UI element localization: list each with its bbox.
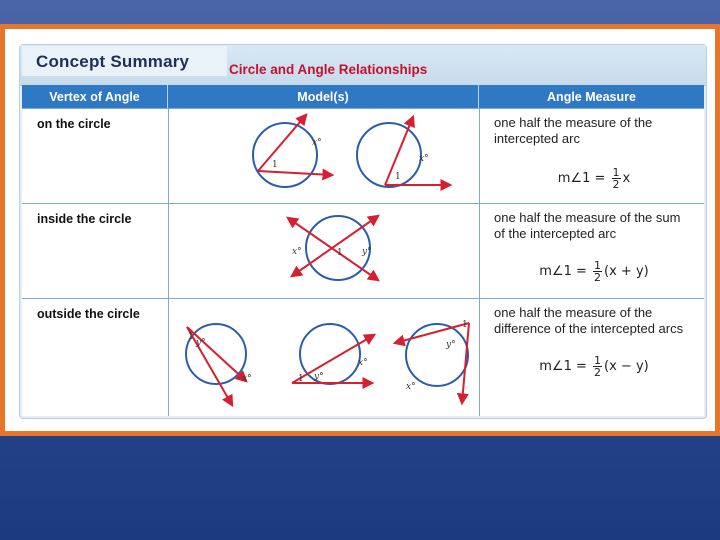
measure-description: one half the measure of the intercepted arc (494, 115, 653, 146)
table-row (22, 298, 704, 416)
angle-label: 1 (462, 320, 468, 330)
concept-tab-slant (196, 46, 226, 76)
formula-rhs: (x + y) (604, 264, 649, 279)
model-diagram-on-circle (22, 109, 704, 204)
fraction-denominator: 2 (594, 271, 602, 284)
table-row (22, 108, 704, 203)
formula-lhs: m∠1 = (557, 171, 606, 186)
secant-ray (187, 327, 246, 381)
column-header-row (22, 85, 704, 108)
column-divider (479, 108, 480, 416)
column-header-models: Model(s) (168, 85, 479, 108)
column-header-measure: Angle Measure (547, 89, 636, 104)
arc-label: x° (242, 374, 252, 384)
fraction-denominator: 2 (612, 178, 620, 191)
column-divider (168, 108, 169, 416)
fraction-numerator: 1 (594, 354, 602, 367)
arc-label: x° (419, 154, 429, 164)
measure-description: one half the measure of the difference of the intercepted arcs (494, 305, 684, 336)
angle-label: 1 (337, 248, 343, 258)
circle-shape (300, 324, 360, 384)
fraction-numerator: 1 (594, 259, 602, 272)
measure-description: one half the measure of the sum of the intercepted arc (494, 210, 681, 241)
formula-lhs: m∠1 = (539, 264, 587, 279)
arc-label: x° (312, 138, 322, 148)
vertex-label: outside the circle (37, 307, 140, 321)
concept-title: Concept Summary (36, 52, 190, 71)
arc-label: y° (196, 338, 206, 348)
circle-shape (406, 324, 468, 386)
model-diagram-inside-circle (22, 204, 704, 299)
arc-label: y° (314, 372, 324, 382)
angle-label: 1 (395, 172, 401, 182)
secant-ray (187, 327, 232, 405)
column-header-vertex: Vertex of Angle (22, 85, 168, 108)
fraction-numerator: 1 (612, 166, 620, 179)
arc-label: y° (446, 340, 456, 350)
vertex-label: inside the circle (37, 212, 132, 226)
arc-label: x° (292, 247, 302, 257)
formula-lhs: m∠1 = (539, 359, 587, 374)
formula-rhs: (x − y) (604, 359, 649, 374)
arc-label: x° (358, 358, 368, 368)
fraction-denominator: 2 (594, 366, 602, 379)
angle-label: 1 (298, 374, 304, 384)
circle-shape (253, 123, 317, 187)
section-title: Circle and Angle Relationships (229, 62, 428, 77)
chord-ray (258, 171, 332, 175)
angle-label: 1 (188, 332, 194, 342)
arc-label: y° (362, 247, 372, 257)
table-row (22, 203, 704, 298)
model-diagram-outside-circle (22, 299, 704, 417)
arc-label: x° (406, 382, 416, 392)
vertex-label: on the circle (37, 117, 111, 131)
chord-line (292, 216, 378, 276)
angle-label: 1 (272, 160, 278, 170)
formula-rhs: x (622, 171, 631, 186)
